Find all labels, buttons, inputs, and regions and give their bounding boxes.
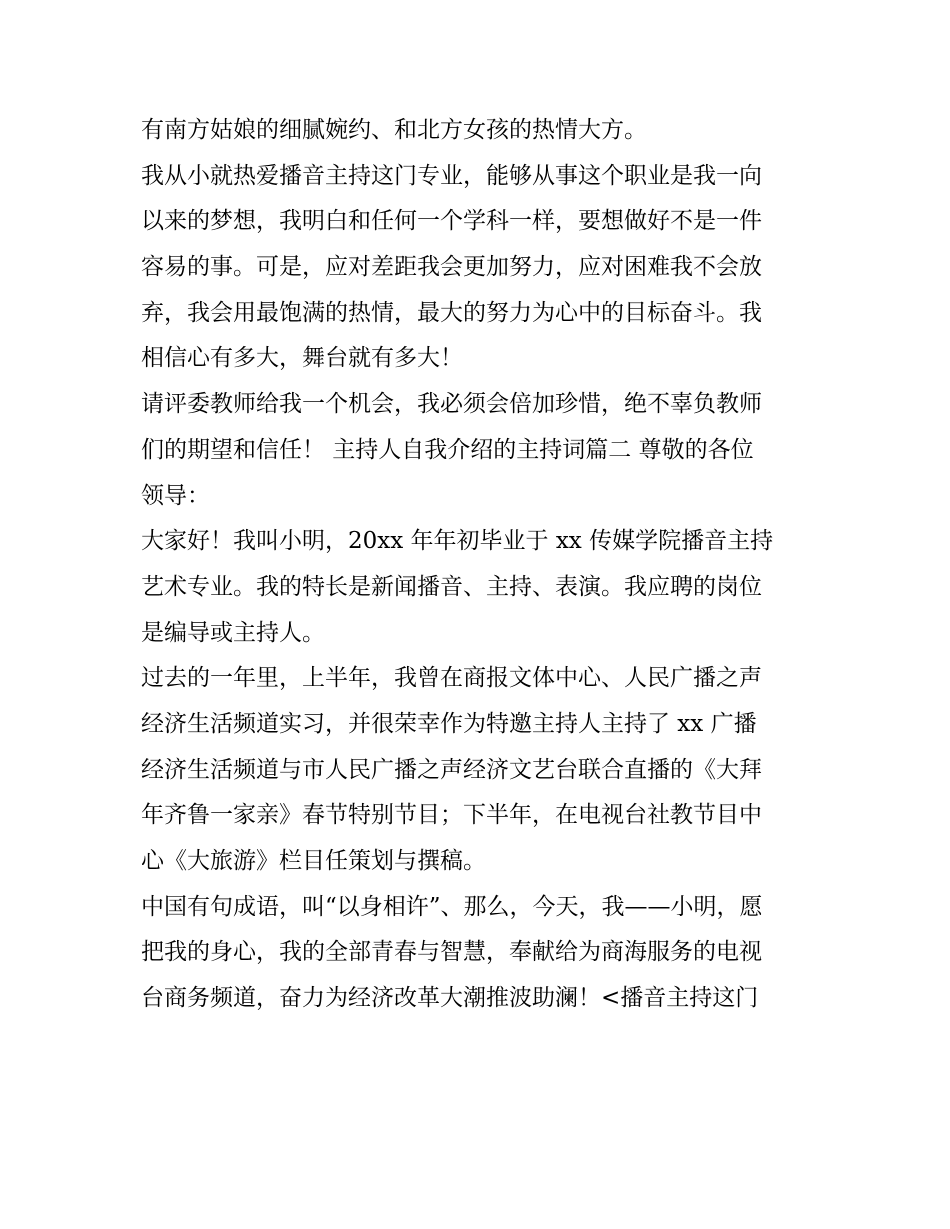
body-text xyxy=(141,108,821,1022)
text-line: 我从小就热爱播音主持这门专业，能够从事这个职业是我一向 xyxy=(141,162,762,189)
text-line: 容易的事。可是，应对差距我会更加努力，应对困难我不会放 xyxy=(141,254,762,281)
text-line: 台商务频道，奋力为经济改革大潮推波助澜！<播音主持这门 xyxy=(141,985,759,1012)
text-line: 弃，我会用最饱满的热情，最大的努力为心中的目标奋斗。我 xyxy=(141,299,762,326)
text-line: 年齐鲁一家亲》春节特别节目；下半年，在电视台社教节目中 xyxy=(141,802,762,829)
text-line: 请评委教师给我一个机会，我必须会倍加珍惜，绝不辜负教师 xyxy=(141,391,762,418)
text-line: 把我的身心，我的全部青春与智慧，奉献给为商海服务的电视 xyxy=(141,939,762,966)
text-line: 中国有句成语，叫“以身相许”、那么，今天，我——小明，愿 xyxy=(141,893,763,920)
text-line: 们的期望和信任！ 主持人自我介绍的主持词篇二 尊敬的各位 xyxy=(141,436,754,463)
text-line: 艺术专业。我的特长是新闻播音、主持、表演。我应聘的岗位 xyxy=(141,573,762,600)
text-line: 以来的梦想，我明白和任何一个学科一样，要想做好不是一件 xyxy=(141,208,762,235)
text-line: 是编导或主持人。 xyxy=(141,619,325,646)
text-line: 经济生活频道实习，并很荣幸作为特邀主持人主持了 xx 广播 xyxy=(141,710,757,737)
text-line: 大家好！我叫小明，20xx 年年初毕业于 xx 传媒学院播音主持 xyxy=(141,528,774,555)
text-line: 心《大旅游》栏目任策划与撰稿。 xyxy=(141,848,486,874)
text-line: 有南方姑娘的细腻婉约、和北方女孩的热情大方。 xyxy=(141,117,647,143)
text-line: 领导： xyxy=(141,482,210,509)
text-line: 过去的一年里，上半年，我曾在商报文体中心、人民广播之声 xyxy=(141,665,762,692)
text-line: 经济生活频道与市人民广播之声经济文艺台联合直播的《大拜 xyxy=(141,756,762,783)
text-line: 相信心有多大，舞台就有多大！ xyxy=(141,345,463,372)
